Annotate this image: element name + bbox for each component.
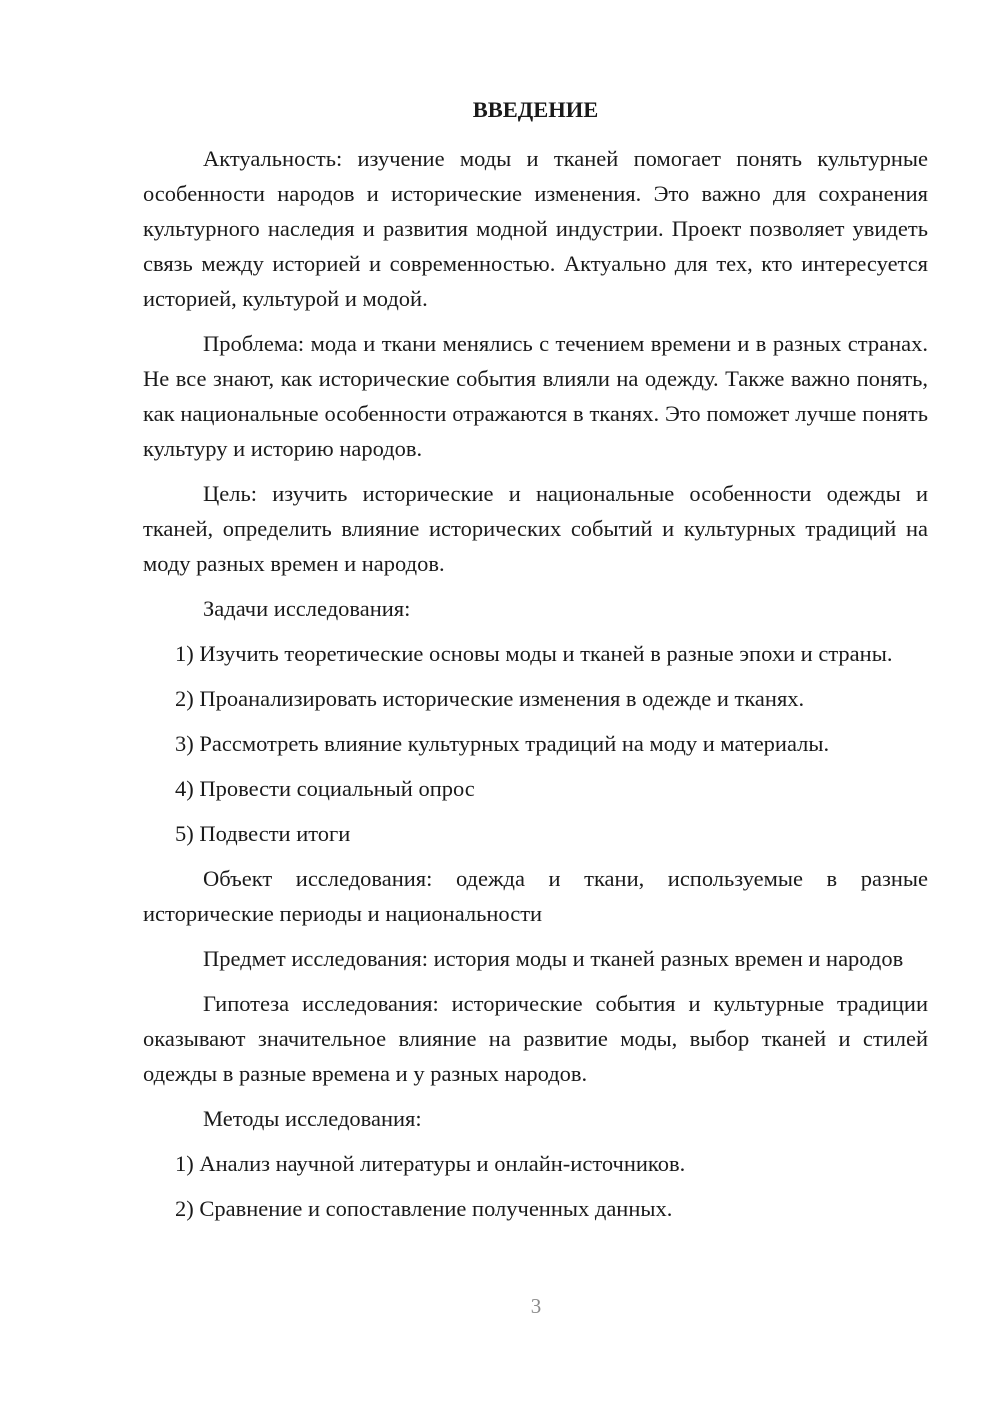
object-paragraph: Объект исследования: одежда и ткани, используемые в разные исторические периоды и национальности <box>143 866 928 926</box>
method-item: 2) Сравнение и сопоставление полученных данных. <box>175 1196 673 1221</box>
document-page <box>143 95 928 1236</box>
task-item: 5) Подвести итоги <box>175 821 351 846</box>
tasks-heading: Задачи исследования: <box>203 596 411 621</box>
methods-heading: Методы исследования: <box>203 1106 422 1131</box>
goal-paragraph: Цель: изучить исторические и национальные особенности одежды и тканей, определить влияние исторических событий и культурных традиций на моду разных времен и народов. <box>143 481 928 576</box>
page-number: 3 <box>530 1294 542 1318</box>
task-item: 3) Рассмотреть влияние культурных традиций на моду и материалы. <box>175 731 830 756</box>
section-title: ВВЕДЕНИЕ <box>472 97 599 122</box>
relevance-paragraph: Актуальность: изучение моды и тканей помогает понять культурные особенности народов и исторические изменения. Это важно для сохранения культурного наследия и развития модной индустрии. Проект позволяет увидеть связь между историей и современностью. Актуально для тех, кто интересуется историей, культурой и модой. <box>143 146 928 311</box>
task-item: 2) Проанализировать исторические изменения в одежде и тканях. <box>175 686 805 711</box>
task-item: 1) Изучить теоретические основы моды и тканей в разные эпохи и страны. <box>175 641 893 666</box>
task-item: 4) Провести социальный опрос <box>175 776 475 801</box>
problem-paragraph: Проблема: мода и ткани менялись с течением времени и в разных странах. Не все знают, как исторические события влияли на одежду. Также важно понять, как национальные особенности отражаются в тканях. Это поможет лучше понять культуру и историю народов. <box>143 331 928 461</box>
subject-paragraph: Предмет исследования: история моды и тканей разных времен и народов <box>203 946 904 971</box>
hypothesis-paragraph: Гипотеза исследования: исторические события и культурные традиции оказывают значительное влияние на развитие моды, выбор тканей и стилей одежды в разные времена и у разных народов. <box>143 991 928 1086</box>
method-item: 1) Анализ научной литературы и онлайн-источников. <box>175 1151 686 1176</box>
